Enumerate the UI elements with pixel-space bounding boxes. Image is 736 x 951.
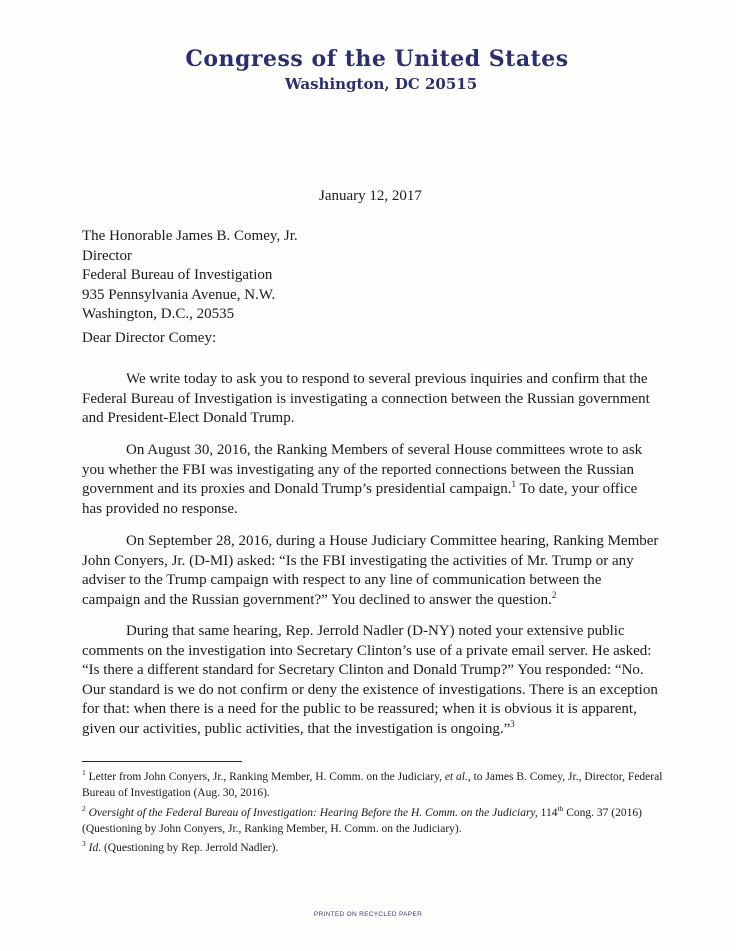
letterhead-address: Washington, DC 20515 xyxy=(284,75,478,93)
paragraph-3 xyxy=(82,532,660,610)
footnote-1-italic: et al. xyxy=(444,771,468,783)
paragraph-3-text: On September 28, 2016, during a House Judiciary Committee hearing, Ranking Member John Conyers, Jr. (D-MI) asked: “Is the FBI investigating the activities of Mr. Trump or any adviser to the Trump campaign with respect to any line of communication between the campaign and the Russian government?” You declined to answer the question. xyxy=(82,533,659,608)
footnote-3-italic: Id. xyxy=(88,842,102,854)
recipient-name: The Honorable James B. Comey, Jr. xyxy=(82,228,298,244)
footnote-1 xyxy=(82,770,664,801)
recipient-city: Washington, D.C., 20535 xyxy=(82,306,235,322)
footnote-2-ordinal: th xyxy=(557,804,564,814)
recipient-address-block xyxy=(82,227,298,325)
footnote-2-text-b: Cong. 37 (2016) (Questioning by John Conyers, Jr., Ranking Member, H. Comm. on the Judiciary). xyxy=(82,807,642,835)
footnote-2-text-a: 114 xyxy=(537,807,558,819)
footnote-1-number: 1 xyxy=(82,768,86,778)
footnote-2-number: 2 xyxy=(82,804,86,814)
recipient-position: Director xyxy=(82,247,132,264)
salutation: Dear Director Comey: xyxy=(82,330,217,346)
recipient-street: 935 Pennsylvania Avenue, N.W. xyxy=(82,286,276,303)
footnote-divider xyxy=(82,761,242,762)
footnote-2-italic: Oversight of the Federal Bureau of Investigation: Hearing Before the H. Comm. on the Judiciary, xyxy=(88,807,538,819)
letterhead xyxy=(0,46,736,94)
paragraph-2-text: On August 30, 2016, the Ranking Members of several House committees wrote to ask you whether the FBI was investigating any of the reported connections between the Russian government and its proxies and Donald Trump’s presidential campaign. xyxy=(82,442,643,498)
footnote-1-text-b: , to James B. Comey, Jr., Director, Federal Bureau of Investigation (Aug. 30, 2016). xyxy=(82,771,663,799)
footnote-3-number: 3 xyxy=(82,839,86,849)
footnote-1-text-a: Letter from John Conyers, Jr., Ranking Member, H. Comm. on the Judiciary, xyxy=(88,771,445,783)
paragraph-1: We write today to ask you to respond to several previous inquiries and confirm that the Federal Bureau of Investigation is investigating a connection between the Russian government and President-Elect Donald Trump. xyxy=(82,371,650,427)
paragraph-4 xyxy=(82,622,660,740)
letterhead-title: Congress of the United States xyxy=(185,46,569,72)
paragraph-4-text: During that same hearing, Rep. Jerrold Nadler (D-NY) noted your extensive public comments on the investigation into Secretary Clinton’s use of a private email server. He asked: “Is there a different standard for Secretary Clinton and Donald Trump?” You responded: “No. Our standard is we do not confirm or deny the existence of investigations. There is an exception for that: when there is a need for the public to be reassured; when it is obvious it is apparent, given our activities, public activities, that the investigation is ongoing.” xyxy=(82,623,658,737)
letter-date: January 12, 2017 xyxy=(319,188,422,204)
recipient-organization: Federal Bureau of Investigation xyxy=(82,267,273,283)
recycled-paper-footer: PRINTED ON RECYCLED PAPER xyxy=(313,911,423,918)
footnote-ref-1: 1 xyxy=(511,479,517,490)
footnote-2 xyxy=(82,806,664,837)
footnote-3-text: (Questioning by Rep. Jerrold Nadler). xyxy=(101,842,279,854)
footnote-ref-3: 3 xyxy=(510,718,515,729)
footnote-3 xyxy=(82,841,664,857)
footnote-ref-2: 2 xyxy=(551,589,557,600)
paragraph-2-tail: To date, your office has provided no response. xyxy=(82,481,638,517)
paragraph-2 xyxy=(82,441,660,519)
